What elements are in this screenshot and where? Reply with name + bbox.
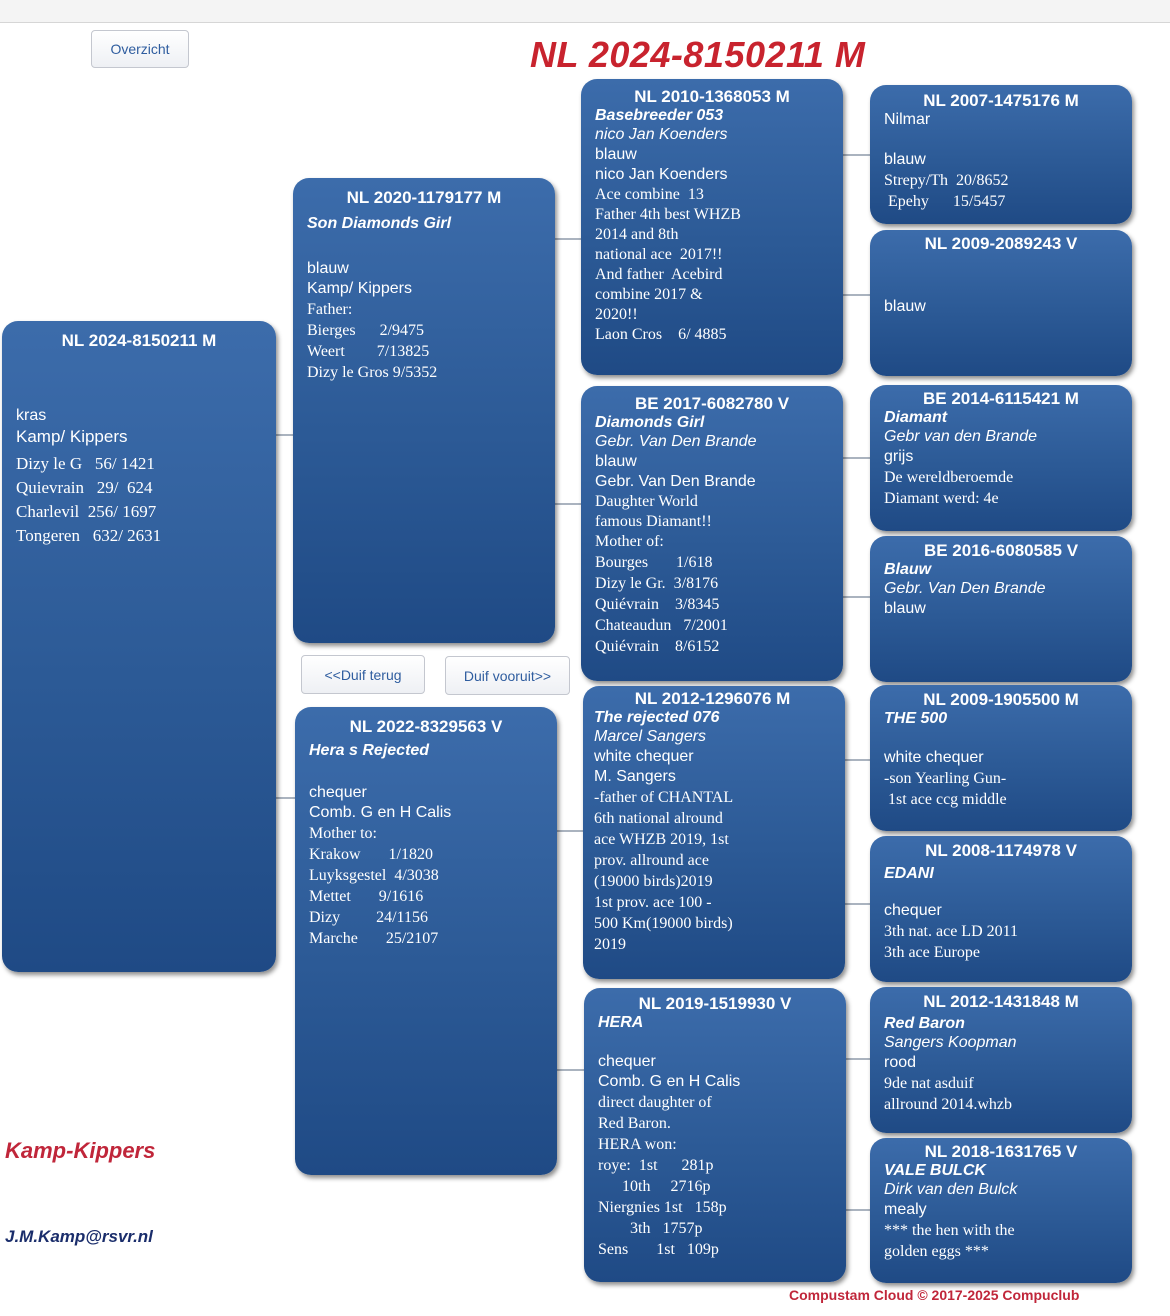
connector: [845, 903, 871, 905]
brand-name: Kamp-Kippers: [5, 1138, 156, 1163]
ring-number: NL 2010-1368053 M: [634, 87, 790, 106]
pigeon-color: blauw: [884, 298, 926, 315]
pigeon-color: white chequer: [884, 749, 984, 766]
note-line: Laon Cros 6/ 4885: [595, 326, 727, 343]
note-line: -son Yearling Gun-: [884, 770, 1007, 787]
pigeon-owner: nico Jan Koenders: [595, 166, 728, 183]
ring-number: NL 2007-1475176 M: [923, 91, 1079, 110]
pigeon-card-mmf[interactable]: [870, 987, 1132, 1133]
note-line: Dizy le Gros 9/5352: [307, 364, 438, 381]
note-line: Quiévrain 8/6152: [595, 638, 720, 655]
pigeon-name: Nilmar: [884, 111, 931, 128]
note-line: Sens 1st 109p: [598, 1241, 719, 1258]
pigeon-name: HERA: [598, 1014, 644, 1031]
ring-number: BE 2017-6082780 V: [634, 394, 790, 413]
note-line: Strepy/Th 20/8652: [884, 172, 1009, 189]
previous-pigeon-button[interactable]: <<Duif terug: [301, 655, 425, 694]
pigeon-owner: Comb. G en H Calis: [309, 804, 452, 821]
note-line: Weert 7/13825: [307, 343, 430, 360]
pigeon-breeder: Gebr. Van Den Brande: [884, 580, 1046, 597]
note-line: prov. allround ace: [594, 852, 709, 869]
connector: [557, 1069, 585, 1071]
pigeon-card-subject[interactable]: [2, 321, 276, 972]
pigeon-name: THE 500: [884, 710, 948, 727]
note-line: 1st prov. ace 100 -: [594, 894, 712, 911]
note-line: Niergnies 1st 158p: [598, 1199, 727, 1216]
pigeon-name: Blauw: [884, 561, 932, 578]
note-line: Bierges 2/9475: [307, 322, 425, 339]
connector: [845, 1209, 871, 1211]
note-line: Quiévrain 3/8345: [595, 596, 720, 613]
note-line: HERA won:: [598, 1136, 677, 1153]
pigeon-color: chequer: [884, 902, 942, 919]
ring-number: NL 2012-1431848 M: [923, 992, 1079, 1011]
connector: [843, 294, 871, 296]
note-line: Luyksgestel 4/3038: [309, 867, 439, 884]
contact-email[interactable]: J.M.Kamp@rsvr.nl: [5, 1227, 153, 1246]
pigeon-name: EDANI: [884, 865, 934, 882]
connector: [555, 503, 582, 505]
next-pigeon-button[interactable]: Duif vooruit>>: [445, 656, 570, 695]
pigeon-card-mff[interactable]: [870, 685, 1132, 831]
note-line: Mother to:: [309, 825, 377, 842]
pigeon-breeder: Gebr van den Brande: [884, 428, 1037, 445]
pigeon-name: Diamonds Girl: [595, 414, 705, 431]
note-line: 10th 2716p: [598, 1178, 711, 1195]
pigeon-card-father[interactable]: [293, 178, 555, 643]
note-line: Ace combine 13: [595, 186, 704, 203]
note-line: Krakow 1/1820: [309, 846, 433, 863]
pigeon-color: kras: [16, 407, 47, 424]
note-line: allround 2014.whzb: [884, 1096, 1012, 1113]
result-line: Tongeren 632/ 2631: [16, 526, 162, 545]
pigeon-color: white chequer: [594, 748, 694, 765]
note-line: famous Diamant!!: [595, 513, 712, 530]
ring-number: NL 2022-8329563 V: [349, 717, 503, 736]
pigeon-color: chequer: [309, 784, 367, 801]
note-line: 6th national alround: [594, 810, 723, 827]
ring-number: NL 2009-1905500 M: [923, 690, 1079, 709]
note-line: *** the hen with the: [884, 1222, 1015, 1239]
note-line: 2019: [594, 936, 626, 953]
pigeon-breeder: Dirk van den Bulck: [884, 1181, 1018, 1198]
ring-number: NL 2024-8150211 M: [61, 331, 217, 350]
note-line: roye: 1st 281p: [598, 1157, 714, 1174]
ring-number: BE 2016-6080585 V: [923, 541, 1079, 560]
top-bar: [0, 0, 1170, 23]
pigeon-breeder: Sangers Koopman: [884, 1034, 1017, 1051]
pigeon-card-fmf[interactable]: [870, 385, 1132, 531]
note-line: And father Acebird: [595, 266, 723, 283]
note-line: De wereldberoemde: [884, 469, 1014, 486]
pigeon-name: Hera s Rejected: [309, 742, 430, 759]
pigeon-name: The rejected 076: [594, 709, 720, 726]
note-line: Daughter World: [595, 493, 698, 510]
connector: [276, 797, 296, 799]
pigeon-color: grijs: [884, 448, 914, 465]
connector: [845, 759, 871, 761]
ring-number: NL 2020-1179177 M: [346, 188, 502, 207]
result-line: Quievrain 29/ 624: [16, 478, 153, 497]
note-line: Dizy 24/1156: [309, 909, 428, 926]
note-line: Mettet 9/1616: [309, 888, 424, 905]
note-line: (19000 birds)2019: [594, 873, 713, 890]
connector: [557, 830, 584, 832]
pigeon-color: blauw: [884, 600, 926, 617]
note-line: -father of CHANTAL: [594, 789, 734, 806]
pigeon-owner: M. Sangers: [594, 768, 676, 785]
note-line: Father:: [307, 301, 353, 318]
pigeon-breeder: nico Jan Koenders: [595, 126, 728, 143]
pigeon-breeder: Gebr. Van Den Brande: [595, 433, 757, 450]
note-line: Dizy le Gr. 3/8176: [595, 575, 719, 592]
pigeon-name: VALE BULCK: [884, 1162, 986, 1179]
note-line: Bourges 1/618: [595, 554, 713, 571]
note-line: 1st ace ccg middle: [884, 791, 1007, 808]
note-line: 500 Km(19000 birds): [594, 915, 733, 932]
pigeon-color: rood: [884, 1054, 917, 1071]
note-line: 2020!!: [595, 306, 638, 323]
pigeon-card-fff[interactable]: [870, 85, 1132, 224]
pigeon-card-mother[interactable]: [295, 707, 557, 1175]
note-line: Chateaudun 7/2001: [595, 617, 728, 634]
pigeon-card-father-father[interactable]: [581, 79, 843, 375]
pigeon-color: blauw: [884, 151, 926, 168]
overview-button[interactable]: Overzicht: [91, 30, 189, 68]
pigeon-color: blauw: [595, 146, 637, 163]
pigeon-color: blauw: [307, 260, 349, 277]
note-line: 2014 and 8th: [595, 226, 679, 243]
ring-number: BE 2014-6115421 M: [923, 389, 1079, 408]
note-line: Red Baron.: [598, 1115, 671, 1132]
note-line: Diamant werd: 4e: [884, 490, 999, 507]
note-line: Father 4th best WHZB: [595, 206, 741, 223]
connector: [845, 1058, 871, 1060]
pigeon-owner: Kamp/ Kippers: [16, 427, 128, 446]
ring-number: NL 2019-1519930 V: [638, 994, 792, 1013]
ring-number: NL 2009-2089243 V: [924, 234, 1078, 253]
pigeon-card-mmm[interactable]: [870, 1138, 1132, 1283]
ring-number: NL 2012-1296076 M: [634, 689, 791, 708]
note-line: 9de nat asduif: [884, 1075, 974, 1092]
pigeon-color: chequer: [598, 1053, 656, 1070]
pigeon-color: mealy: [884, 1201, 927, 1218]
pigeon-card-mfm[interactable]: [870, 836, 1132, 982]
note-line: 3th nat. ace LD 2011: [884, 923, 1019, 940]
pigeon-breeder: Marcel Sangers: [594, 728, 707, 745]
note-line: 3th 1757p: [598, 1220, 703, 1237]
pigeon-name: Red Baron: [884, 1015, 965, 1032]
note-line: Mother of:: [595, 533, 664, 550]
pigeon-color: blauw: [595, 453, 637, 470]
note-line: 3th ace Europe: [884, 944, 980, 961]
pigeon-name: Basebreeder 053: [595, 107, 724, 124]
pigeon-card-mother-father[interactable]: [583, 686, 845, 979]
connector: [843, 596, 871, 598]
result-line: Dizy le G 56/ 1421: [16, 454, 155, 473]
note-line: ace WHZB 2019, 1st: [594, 831, 729, 848]
pigeon-card-father-mother[interactable]: [581, 386, 843, 681]
pigeon-card-fmm[interactable]: [870, 536, 1132, 682]
pigeon-card-ffm[interactable]: [870, 230, 1132, 376]
pigeon-card-mother-mother[interactable]: [584, 988, 846, 1282]
note-line: combine 2017 &: [595, 286, 703, 303]
page-title: NL 2024-8150211 M: [530, 34, 866, 75]
result-line: Charlevil 256/ 1697: [16, 502, 157, 521]
connector: [843, 457, 871, 459]
pigeon-owner: Gebr. Van Den Brande: [595, 473, 756, 490]
footer-copyright: Compustam Cloud © 2017-2025 Compuclub: [789, 1287, 1080, 1303]
pigeon-owner: Kamp/ Kippers: [307, 280, 412, 297]
pigeon-name: Son Diamonds Girl: [307, 215, 452, 232]
pigeon-name: Diamant: [884, 409, 948, 426]
note-line: Epehy 15/5457: [884, 193, 1006, 210]
note-line: golden eggs ***: [884, 1243, 989, 1260]
note-line: national ace 2017!!: [595, 246, 723, 263]
note-line: Marche 25/2107: [309, 930, 439, 947]
connector: [555, 238, 582, 240]
ring-number: NL 2008-1174978 V: [925, 841, 1077, 860]
pigeon-owner: Comb. G en H Calis: [598, 1073, 741, 1090]
note-line: direct daughter of: [598, 1094, 712, 1111]
connector: [276, 434, 294, 436]
ring-number: NL 2018-1631765 V: [924, 1142, 1078, 1161]
